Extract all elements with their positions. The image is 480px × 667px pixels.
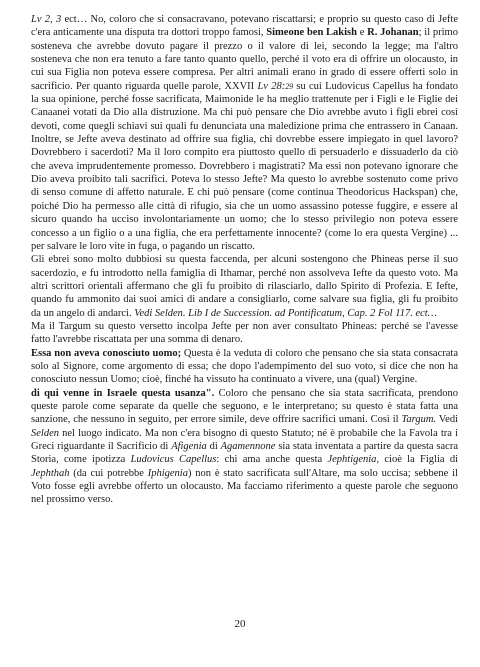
text-run: di [206, 441, 221, 452]
body-text [31, 13, 458, 507]
text-run: ) non è stato sacrificata sull'Altare, ma solo uccisa; sebbene il Voto fosse egli avrebbe offerto un olocausto. Ma facciamo riferimento a queste parole che seguono nel prossimo verso. [31, 467, 458, 506]
text-run: nel luogo indicato. Ma non c'era bisogno di questo Statuto; né è probabile che la Favola tra i Greci riguardante il Sacrificio di [31, 427, 458, 452]
text-run: Questa è la veduta di coloro che pensano che sia stata consacrata solo al Signore, come argomento di essa; che dopo l'adempimento del suo voto, si dice che non ha conosciuto nessun Uomo; cioè, finché ha vissuto ha continuato a vivere, una (qual) Vergine. [31, 347, 458, 386]
text-run: su cui Ludovicus Capellus ha fondato la sua opinione, perché fosse sacrificata, Maimonide le ha meglio trattenute per i Figli e le Figlie dei Canaanei votati da Dio alla distruzione. Ma chi può pensare che Dio avrebbe avuto i figli ebrei così devoti, come quegli schiavi sui quali fu denunciata una maledizione prima che entrassero in Canaan. Inoltre, se Jefte aveva destinato ad offrire sua figlia, chi dovrebbe essere impiegato in quel lavoro? Dovrebbero i sacerdoti? Ma il loro compito era piuttosto quello di persuaderlo e dissuaderlo da ciò che aveva imprudentemente promesso. Dovrebbero i magistrati? Ma essi non potevano ignorare che Dio aveva proibito tali sacrifici. Poteva lo stesso Jefte? Ma questo lo avrebbe sostenuto come privo di senso comune di affetto naturale. E chi può pensare (come continua Theodoricus Hackspan) che, poiché Dio ha permesso alle città di rifugio, sia che un uomo assassino potesse fuggire, e essere al sicuro quando ha ucciso involontariamente un uomo; che lo stesso privilegio non poteva essere concesso a un figlio o a una figlia, che era perfettamente innocente? (come lo era questa Vergine) ... per salvare le loro vite in fuga, o pagando un riscatto. [31, 80, 458, 252]
text-run: ; il primo sosteneva che avrebbe dovuto pagare il prezzo o il valore di lei, secondo la legge; ma l'altro sosteneva che non era tenuto a fare tanto quanto quello, perché il voto era di offrire un olocausto, in cui sua Figlia non poteva essere compresa. Per altri animali erano in grado di essere offerti solo in sacrificio. Per quanto riguarda quelle parole, XXVII [31, 27, 458, 92]
italic-text-run: Ludovicus Capellus [130, 454, 217, 466]
bold-text-run: di qui venne in Israele questa usanza". [31, 387, 215, 399]
italic-text-run: Lv 2, 3 [31, 14, 62, 25]
italic-text-run: Vedi Selden. Lib I de Succession. ad Pontificatum, Cap. 2 Fol 117. ect… [134, 307, 438, 319]
bold-text-run: Essa non aveva conosciuto uomo; [31, 347, 182, 359]
text-run: Vedi [436, 414, 458, 426]
bold-text-run: Simeone ben Lakish [266, 27, 357, 39]
text-run: sia stata inventata a partire da questa sacra Storia, come ipotizza [31, 441, 458, 466]
paragraph [31, 13, 458, 253]
italic-text-run: Targum. [401, 414, 437, 426]
text-run: : chi ama anche questa [216, 454, 328, 466]
italic-text-run: Iphigenia [147, 467, 188, 479]
italic-text-run: Jephtigenia [327, 454, 377, 466]
italic-text-run: Selden [31, 427, 59, 439]
italic-text-run: Agamennone [220, 441, 276, 452]
text-run: , cioè la Figlia di [376, 454, 458, 466]
paragraph [31, 253, 458, 320]
text-run: ect… No, coloro che si consacravano, potevano riscattarsi; e proprio su questo caso di Jefte c'era anticamente una disputa tra dottori troppo famosi, [31, 14, 459, 39]
text-run: Ma il Targum su questo versetto incolpa Jefte per non aver consultato Phineas: perché se l'avesse fatto l'avrebbe riscattata per una somma di denaro. [31, 320, 458, 346]
text-run: Gli ebrei sono molto dubbiosi su questa faccenda, per alcuni sostengono che Phineas perse il suo sacerdozio, e fu introdotto nella famiglia di Ithamar, perché non assolveva Iefte da questo voto. Ma altri scrittori orientali affermano che gli fu proibito di rilasciarlo, dallo Spirito di Profezia. E Iefte, quando fu ammonito dai suoi amici di andare a consigliarlo, come salvare sua figlia, gli fu proibito da un angelo di andarci. [31, 254, 458, 319]
text-run: (da cui potrebbe [69, 467, 148, 479]
paragraph [31, 387, 458, 507]
text-run: e [356, 27, 368, 39]
italic-text-run: Afigenia [171, 441, 207, 452]
paragraph [31, 347, 458, 387]
italic-text-run: Lv 28: [257, 80, 286, 92]
italic-text-run: Jephthah [31, 467, 70, 479]
text-run: 29 [285, 81, 294, 91]
page-number: 20 [234, 618, 246, 630]
bold-text-run: R. Johanan [367, 27, 419, 39]
text-run: Coloro che pensano che sia stata sacrificata, prendono queste parole come separate da quelle che seguono, e le interpretano; su questo è stata fatta una sanzione, che nessuno in seguito, per errore simile, deve offrire sacrifici umani. Così il [31, 387, 458, 426]
paragraph [31, 320, 458, 347]
